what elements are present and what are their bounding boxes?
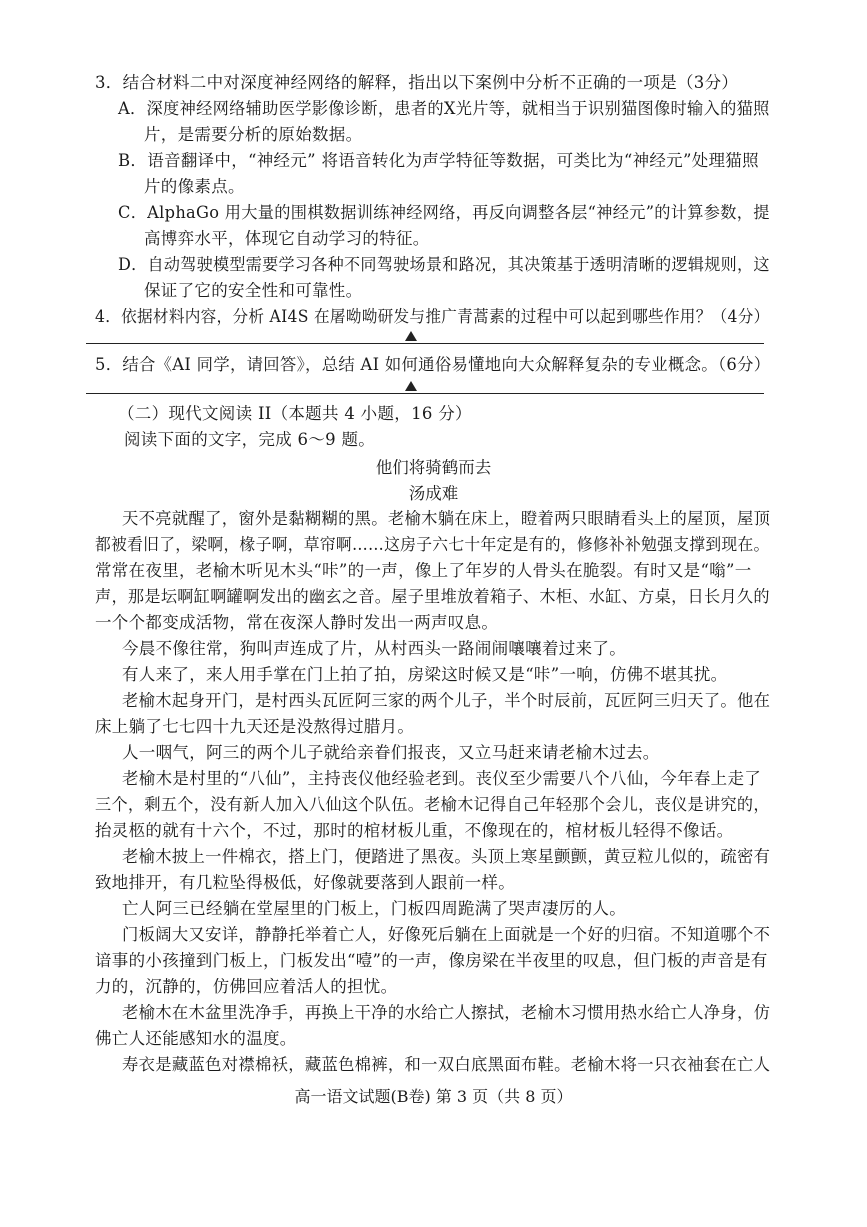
passage-line: 三个，剩五个，没有新人加入八仙这个队伍。老榆木记得自己年轻那个会儿，丧仪是讲究的， <box>95 795 770 814</box>
answer-line <box>86 393 764 394</box>
passage-line: 抬灵柩的就有十六个，不过，那时的棺材板儿重，不像现在的，棺材板儿轻得不像话。 <box>95 821 734 840</box>
question-3-option-c-cont: 高博弈水平，体现它自动学习的特征。 <box>144 229 430 248</box>
passage-line: 常常在夜里，老榆木听见木头“咔”的一声，像上了年岁的人骨头在脆裂。有时又是“嗡”一 <box>95 561 752 580</box>
passage-line: 致地排开，有几粒坠得极低，好像就要落到人跟前一样。 <box>95 873 515 892</box>
question-5: 5．结合《AI 同学，请回答》，总结 AI 如何通俗易懂地向大众解释复杂的专业概念。（6分） <box>95 355 771 374</box>
passage-line: 门板阔大又安详，静静托举着亡人，好像死后躺在上面就是一个好的归宿。不知道哪个不 <box>122 925 771 944</box>
answer-marker-triangle <box>405 331 417 341</box>
passage-line: 老榆木披上一件棉衣，搭上门，便踏进了黑夜。头顶上寒星颤颤，黄豆粒儿似的，疏密有 <box>122 847 771 866</box>
passage-line: 老榆木在木盆里洗净手，再换上干净的水给亡人擦拭，老榆木习惯用热水给亡人净身，仿 <box>122 1003 771 1022</box>
section-heading: （二）现代文阅读 II（本题共 4 小题，16 分） <box>118 404 472 423</box>
question-3-option-d: D．自动驾驶模型需要学习各种不同驾驶场景和路况，其决策基于透明清晰的逻辑规则，这 <box>118 255 770 274</box>
passage-author: 汤成难 <box>408 484 459 503</box>
passage-line: 谙事的小孩撞到门板上，门板发出“噎”的一声，像房梁在半夜里的叹息，但门板的声音是有 <box>95 951 768 970</box>
passage-line: 有人来了，来人用手掌在门上拍了拍，房梁这时候又是“咔”一响，仿佛不堪其扰。 <box>122 665 728 684</box>
question-4: 4．依据材料内容，分析 AI4S 在屠呦呦研发与推广青蒿素的过程中可以起到哪些作用？（4分） <box>95 307 770 326</box>
passage-line: 人一咽气，阿三的两个儿子就给亲眷们报丧，又立马赶来请老榆木过去。 <box>122 743 660 762</box>
passage-line: 佛亡人还能感知水的温度。 <box>95 1029 297 1048</box>
passage-line: 老榆木是村里的“八仙”，主持丧仪他经验老到。丧仪至少需要八个八仙，今年春上走了 <box>122 769 762 788</box>
answer-line <box>86 343 764 344</box>
question-3-option-b-cont: 片的像素点。 <box>144 177 245 196</box>
passage-line: 亡人阿三已经躺在堂屋里的门板上，门板四周跪满了哭声凄厉的人。 <box>122 899 626 918</box>
answer-marker-triangle <box>405 381 417 391</box>
passage-line: 床上躺了七七四十九天还是没熬得过腊月。 <box>95 717 415 736</box>
question-3-option-c: C．AlphaGo 用大量的围棋数据训练神经网络，再反向调整各层“神经元”的计算参数，提 <box>118 203 770 222</box>
question-3-option-a: A．深度神经网络辅助医学影像诊断，患者的X光片等，就相当于识别猫图像时输入的猫照 <box>118 99 770 118</box>
passage-title: 他们将骑鹤而去 <box>375 458 492 477</box>
question-3-stem: 3．结合材料二中对深度神经网络的解释，指出以下案例中分析不正确的一项是（3分） <box>95 73 739 92</box>
passage-line: 寿衣是藏蓝色对襟棉袄，藏蓝色棉裤，和一双白底黑面布鞋。老榆木将一只衣袖套在亡人 <box>122 1055 771 1074</box>
question-3-option-a-cont: 片，是需要分析的原始数据。 <box>144 125 363 144</box>
section-instruction: 阅读下面的文字，完成 6～9 题。 <box>124 430 376 449</box>
passage-line: 天不亮就醒了，窗外是黏糊糊的黑。老榆木躺在床上，瞪着两只眼睛看头上的屋顶，屋顶 <box>122 509 771 528</box>
question-3-option-b: B．语音翻译中，“神经元” 将语音转化为声学特征等数据，可类比为“神经元”处理猫照 <box>118 151 759 170</box>
page-footer: 高一语文试题(B卷) 第 3 页（共 8 页） <box>294 1087 573 1106</box>
passage-line: 老榆木起身开门，是村西头瓦匠阿三家的两个儿子，半个时辰前，瓦匠阿三归天了。他在 <box>122 691 771 710</box>
passage-line: 声，那是坛啊缸啊罐啊发出的幽玄之音。屋子里堆放着箱子、木柜、水缸、方桌，日长月久的 <box>95 587 770 606</box>
passage-line: 今晨不像往常，狗叫声连成了片，从村西头一路闹闹嚷嚷着过来了。 <box>122 639 626 658</box>
passage-line: 都被看旧了，梁啊，椽子啊，草帘啊……这房子六七十年定是有的，修修补补勉强支撑到现在。 <box>95 535 770 554</box>
passage-line: 力的，沉静的，仿佛回应着活人的担忧。 <box>95 977 398 996</box>
question-3-option-d-cont: 保证了它的安全性和可靠性。 <box>144 281 363 300</box>
passage-line: 一个个都变成活物，常在夜深人静时发出一两声叹息。 <box>95 613 499 632</box>
